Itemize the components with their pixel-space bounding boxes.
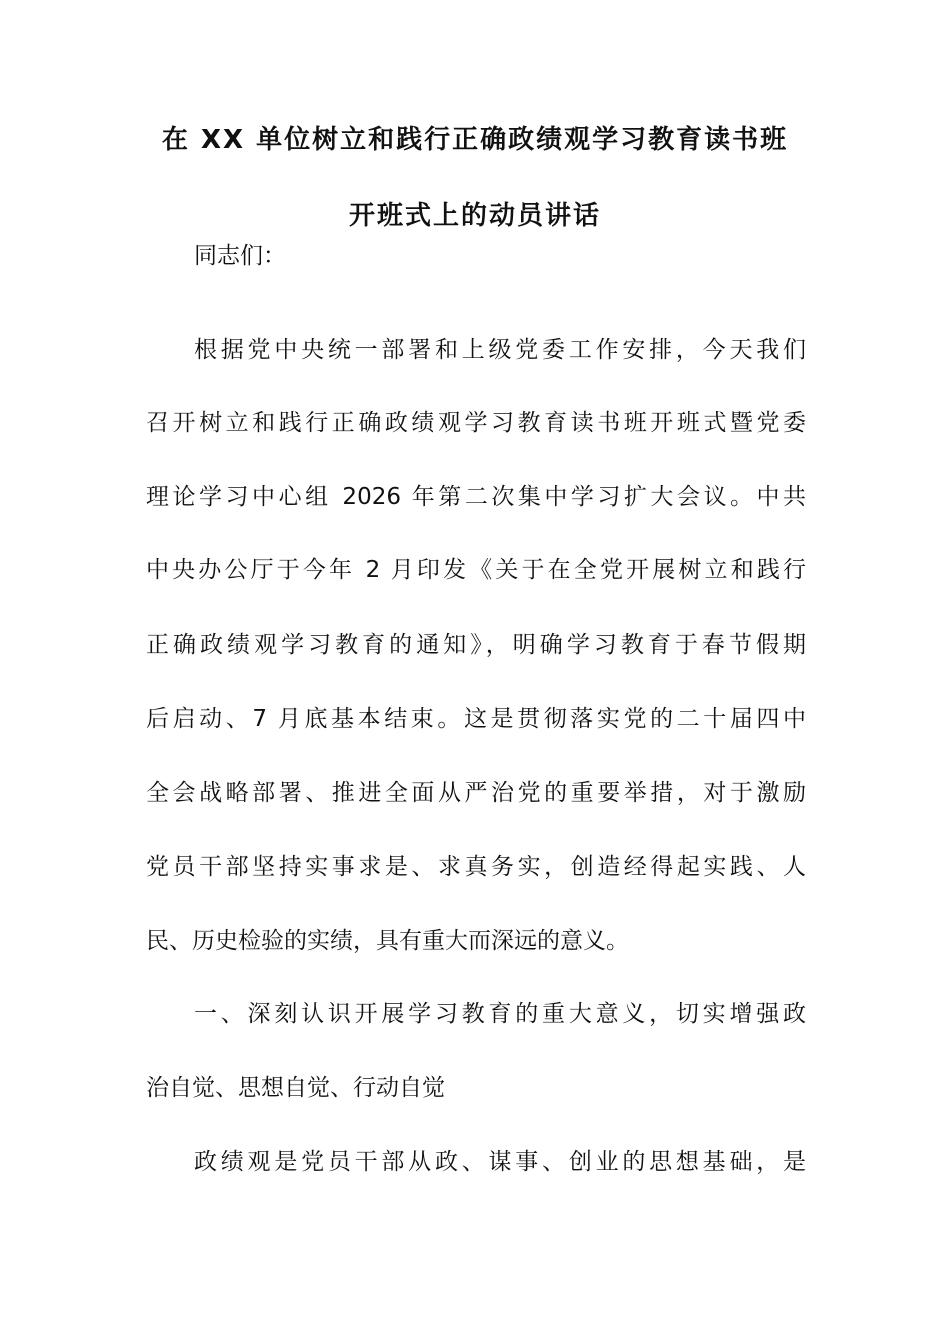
body-line: 党员干部坚持实事求是、求真务实，创造经得起实践、人 <box>146 854 806 880</box>
body-line: 理论学习中心组 2026 年第二次集中学习扩大会议。中共 <box>146 484 806 510</box>
salutation: 同志们： <box>194 243 286 269</box>
body-line: 根据党中央统一部署和上级党委工作安排，今天我们 <box>194 337 806 363</box>
document-title-line-1: 在 XX 单位树立和践行正确政绩观学习教育读书班 <box>161 125 789 155</box>
body-line: 全会战略部署、推进全面从严治党的重要举措，对于激励 <box>146 780 806 806</box>
body-line: 召开树立和践行正确政绩观学习教育读书班开班式暨党委 <box>146 410 806 436</box>
body-line: 民、历史检验的实绩，具有重大而深远的意义。 <box>146 928 629 954</box>
section-heading-line: 治自觉、思想自觉、行动自觉 <box>146 1075 445 1101</box>
body-line: 正确政绩观学习教育的通知》，明确学习教育于春节假期 <box>146 632 806 658</box>
body-line: 中央办公厅于今年 2 月印发《关于在全党开展树立和践行 <box>146 557 806 583</box>
document-title-line-2: 开班式上的动员讲话 <box>348 201 601 231</box>
body-line: 后启动、7 月底基本结束。这是贯彻落实党的二十届四中 <box>146 706 806 732</box>
body-line: 政绩观是党员干部从政、谋事、创业的思想基础，是 <box>194 1149 806 1175</box>
section-heading-line: 一、深刻认识开展学习教育的重大意义，切实增强政 <box>194 1001 806 1027</box>
